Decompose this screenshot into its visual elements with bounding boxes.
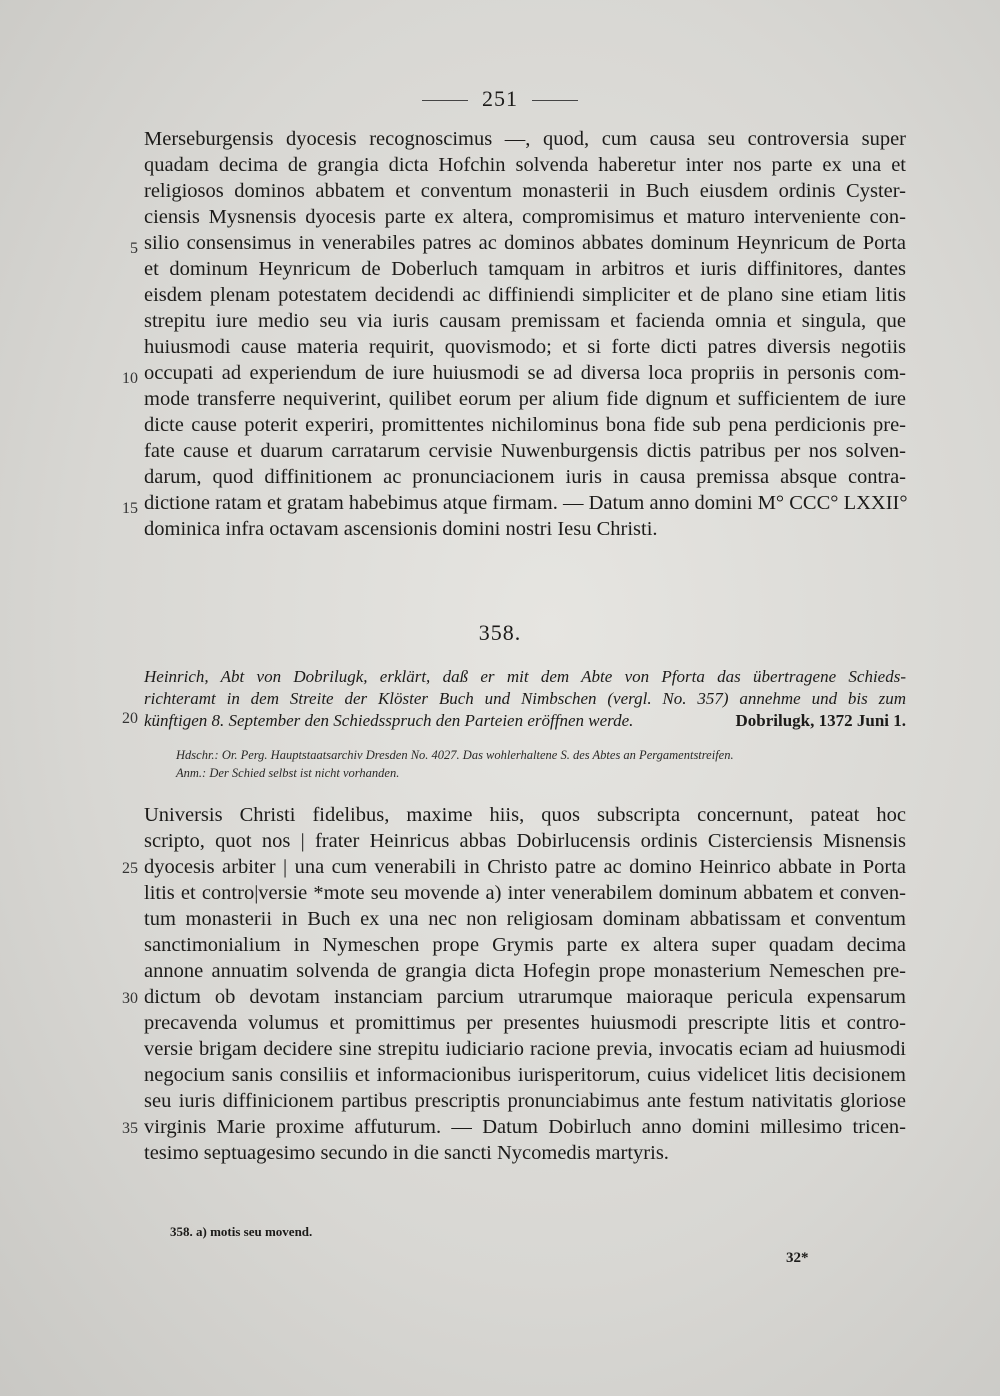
text-line: negocium sanis consiliis et informacionibus iurisperitorum, cuius videlicet litis decisionem <box>144 1064 906 1086</box>
text-line: eisdem plenam potestatem decidendi ac diffiniendi simpliciter et de plano sine etiam litis <box>144 284 906 306</box>
signature-mark: 32* <box>786 1250 809 1266</box>
header-rule-left <box>422 100 468 101</box>
line-number-5: 5 <box>130 240 138 257</box>
text-line: fate cause et duarum carratarum cervisie Nuwenburgensis dictis patribus per nos solven- <box>144 440 906 462</box>
text-line: darum, quod diffinitionem ac pronunciacionem iuris in causa premissa absque contra- <box>144 466 906 488</box>
text-line: religiosos dominos abbatem et conventum monasterii in Buch eiusdem ordinis Cyster- <box>144 180 906 202</box>
text-line: precavenda volumus et promittimus per presentes huiusmodi prescripte litis et contro- <box>144 1012 906 1034</box>
line-number-15: 15 <box>122 500 138 517</box>
text-line: dyocesis arbiter | una cum venerabili in Christo patre ac domino Heinrico abbate in Porta <box>144 856 906 878</box>
text-line: quadam decima de grangia dicta Hofchin solvenda haberetur inter nos parte ex una et <box>144 154 906 176</box>
text-line: Universis Christi fidelibus, maxime hiis, quos subscripta concernunt, pateat hoc <box>144 804 906 826</box>
regest-line: Heinrich, Abt von Dobrilugk, erklärt, daß er mit dem Abte von Pforta das übertragene Schieds- <box>144 667 906 686</box>
document-number: 358. <box>478 620 522 645</box>
text-line: virginis Marie proxime affuturum. — Datum Dobirluch anno domini millesimo tricen- <box>144 1116 906 1138</box>
text-line: sanctimonialium in Nymeschen prope Grymis parte ex altera super quadam decima <box>144 934 906 956</box>
text-line: et dominum Heynricum de Doberluch tamquam in arbitros et iuris diffinitores, dantes <box>144 258 906 280</box>
regest-line-text: künftigen 8. September den Schiedsspruch den Parteien eröffnen werde. <box>144 711 634 730</box>
text-line: strepitu iure medio seu via iuris causam premissam et facienda omnia et singula, que <box>144 310 906 332</box>
manuscript-note: Hdschr.: Or. Perg. Hauptstaatsarchiv Dresden No. 4027. Das wohlerhaltene S. des Abtes an Pergamentstreifen. <box>176 748 734 762</box>
text-line: litis et contro|versie *mote seu movende a) inter venerabilem dominum abbatem et conven- <box>144 882 906 904</box>
regest-line: richteramt in dem Streite der Klöster Buch und Nimbschen (vergl. No. 357) annehme und bis zum <box>144 689 906 708</box>
line-number-20: 20 <box>122 710 138 727</box>
regest <box>144 666 906 732</box>
charter-358-text <box>144 802 906 1166</box>
text-line: dictum ob devotam instanciam parcium utrarumque maioraque pericula expensarum <box>144 986 906 1008</box>
line-number-30: 30 <box>122 990 138 1007</box>
line-number-10: 10 <box>122 370 138 387</box>
text-line: mode transferre nequiverint, quilibet eorum per alium fide dignum et sufficientem de iure <box>144 388 906 410</box>
text-line: occupati ad experiendum de iure huiusmodi se ad diversa loca propriis in personis com- <box>144 362 906 384</box>
text-line: tesimo septuagesimo secundo in die sancti Nycomedis martyris. <box>144 1142 669 1164</box>
page-number: 251 <box>482 86 518 111</box>
page-header <box>0 86 1000 112</box>
text-line: dicte cause poterit experiri, promittentes nichilominus bona fide sub pena perdicionis pre- <box>144 414 906 436</box>
charter-357-text <box>144 126 906 542</box>
regest-dating: Dobrilugk, 1372 Juni 1. <box>735 711 906 730</box>
line-number-25: 25 <box>122 860 138 877</box>
line-number-35: 35 <box>122 1120 138 1137</box>
text-line: annone annuatim solvenda de grangia dicta Hofegin prope monasterium Nemeschen pre- <box>144 960 906 982</box>
text-line: ciensis Mysnensis dyocesis parte ex altera, compromisimus et maturo interveniente con- <box>144 206 906 228</box>
text-line: Merseburgensis dyocesis recognoscimus —, quod, cum causa seu controversia super <box>144 128 906 150</box>
regest-line <box>144 710 906 732</box>
footnote: 358. a) motis seu movend. <box>170 1224 313 1239</box>
text-line: versie brigam decidere sine strepitu iudiciario racione previa, invocatis eciam ad huiusmodi <box>144 1038 906 1060</box>
text-line: dominica infra octavam ascensionis domini nostri Iesu Christi. <box>144 518 658 540</box>
remark-note: Anm.: Der Schied selbst ist nicht vorhanden. <box>176 766 400 780</box>
text-line: silio consensimus in venerabiles patres ac dominos abbates dominum Heynricum de Porta <box>144 232 906 254</box>
text-line: seu iuris diffinicionem partibus prescriptis pronunciabimus ante festum nativitatis gloriose <box>144 1090 906 1112</box>
text-line: dictione ratam et gratam habebimus atque firmam. — Datum anno domini M° CCC° LXXII° <box>144 492 908 514</box>
apparatus-notes <box>176 746 906 782</box>
header-rule-right <box>532 100 578 101</box>
text-line: scripto, quot nos | frater Heinricus abbas Dobirlucensis ordinis Cisterciensis Misnensis <box>144 830 906 852</box>
text-line: tum monasterii in Buch ex una nec non religiosam dominam abbatissam et conventum <box>144 908 906 930</box>
text-line: huiusmodi cause materia requirit, quovismodo; et si forte dicti patres diversis negotiis <box>144 336 906 358</box>
